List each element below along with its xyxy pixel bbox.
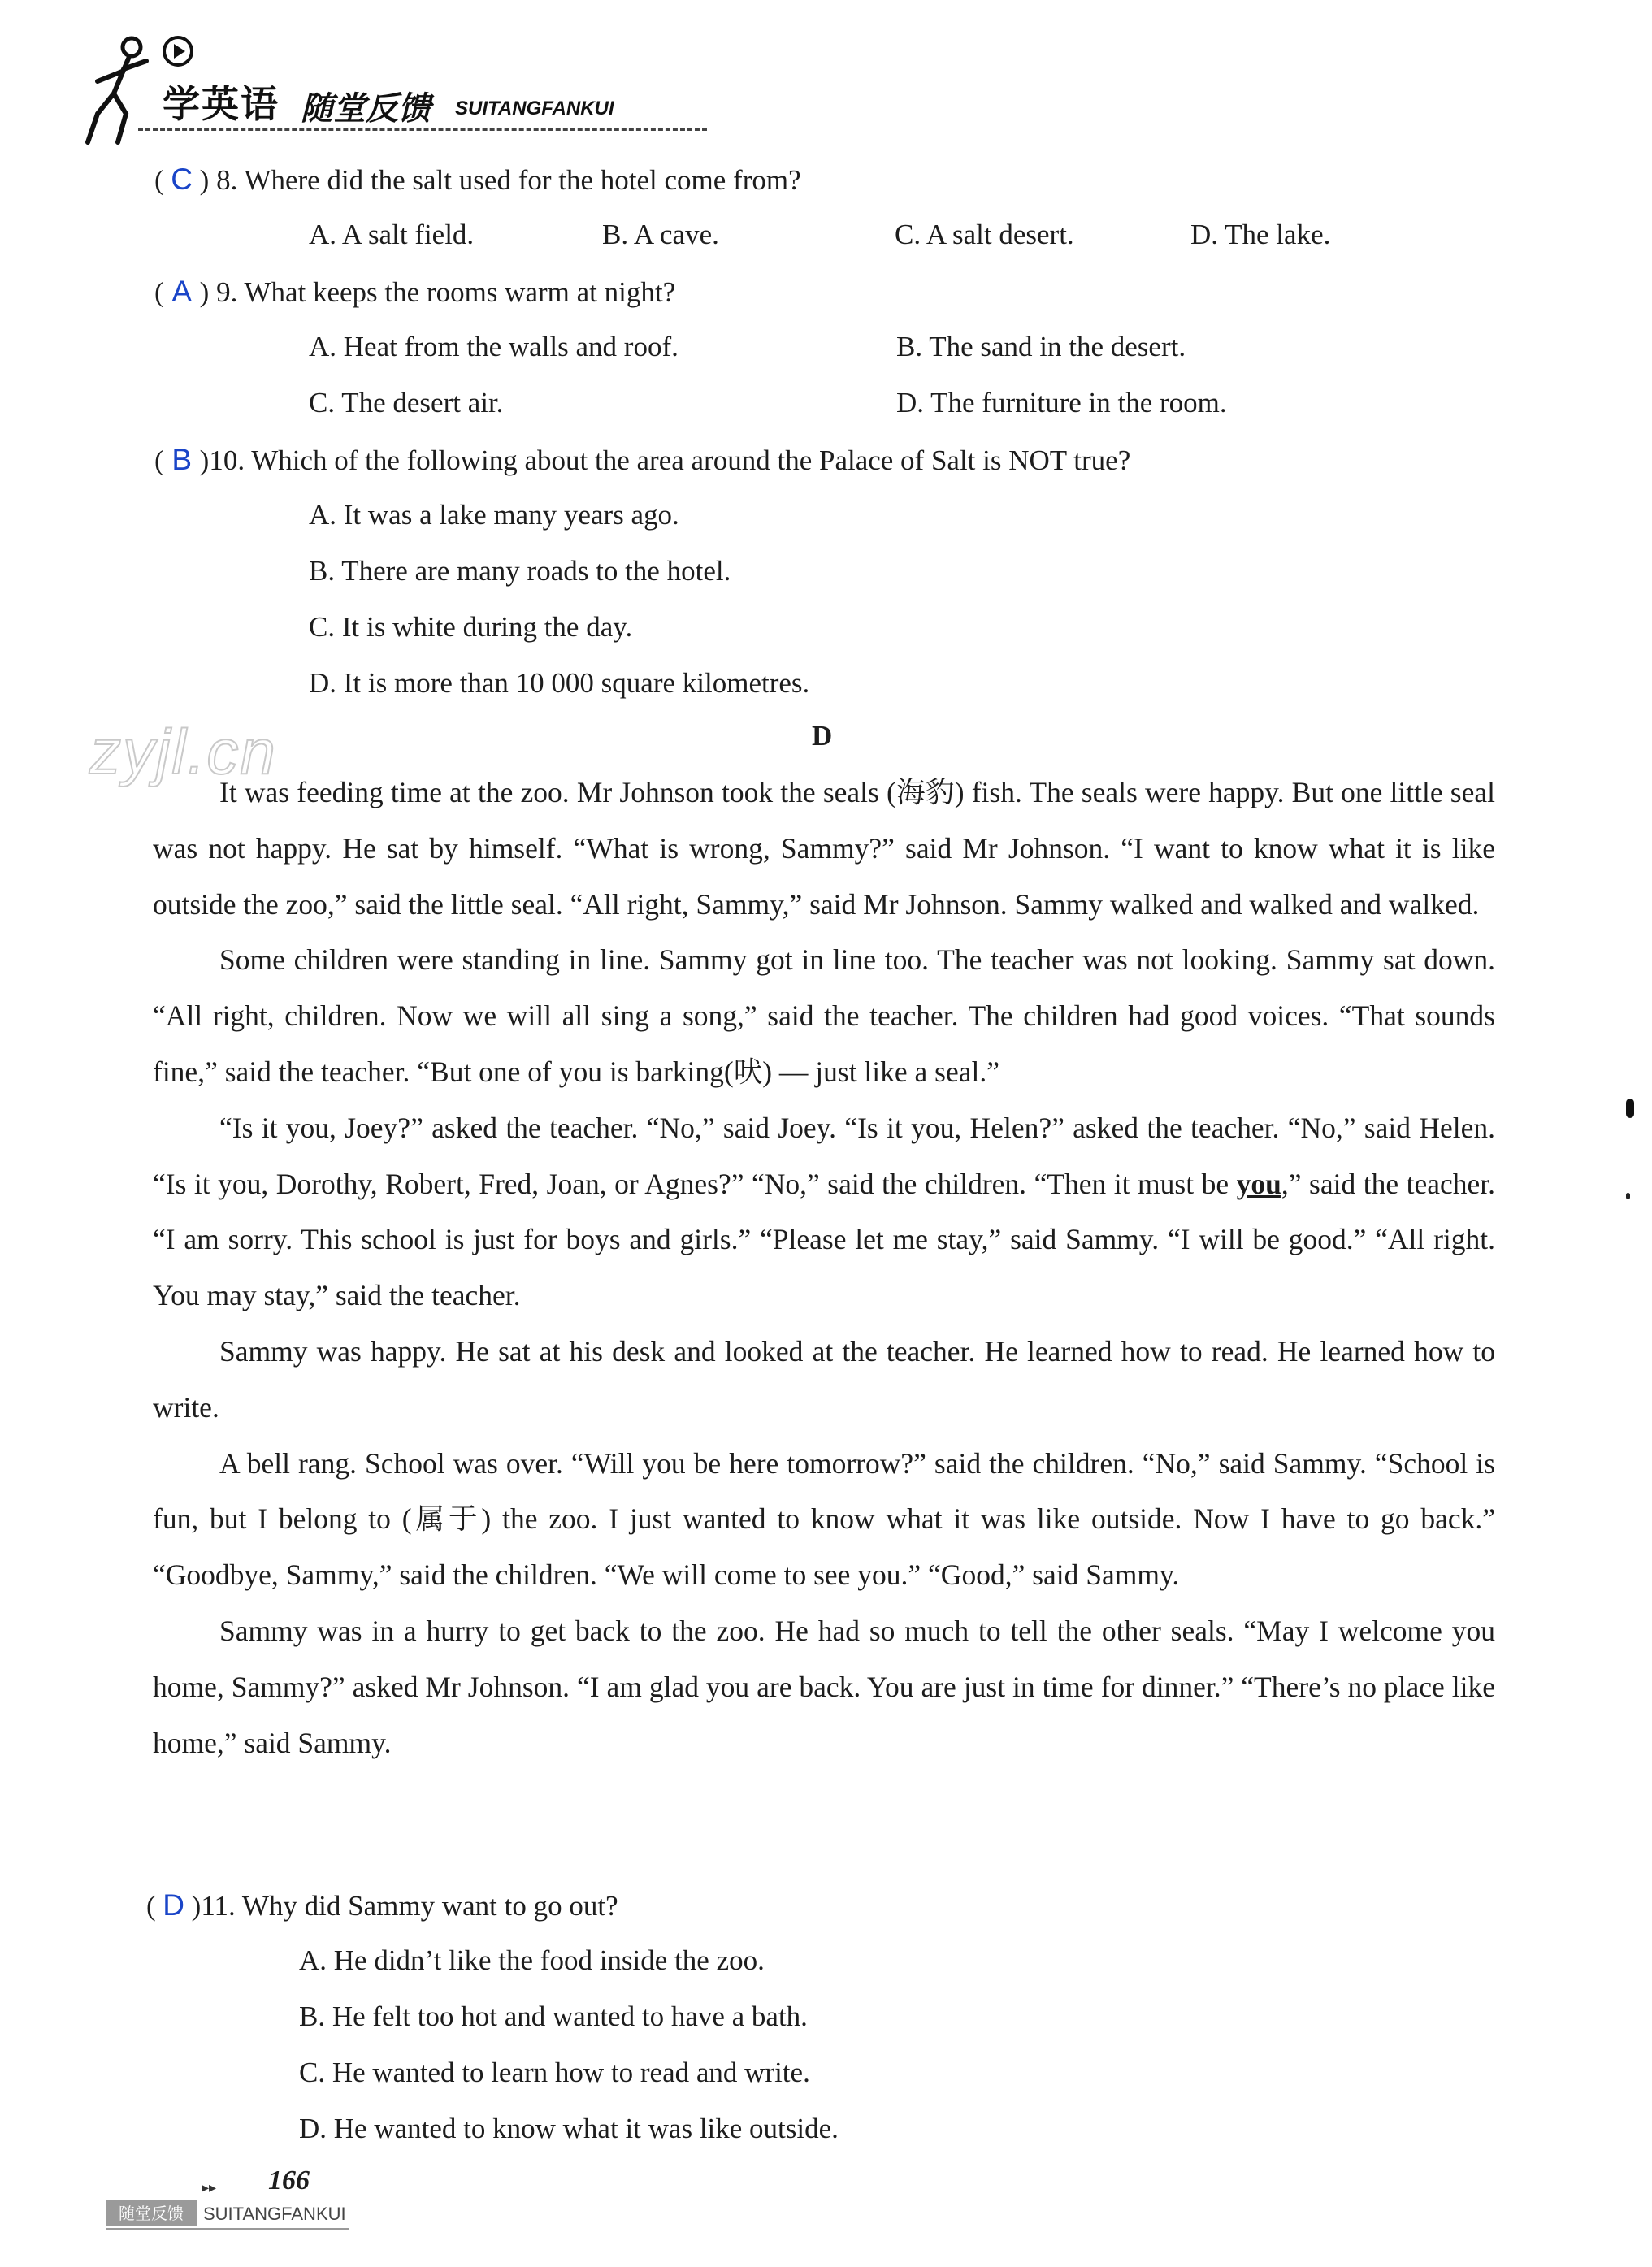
answer-8: C bbox=[171, 163, 193, 196]
question-text: Where did the salt used for the hotel come from? bbox=[244, 164, 801, 196]
question-8: ( C ) 8. Where did the salt used for the hotel come from? bbox=[154, 163, 801, 196]
question-number: 11. bbox=[201, 1890, 236, 1922]
passage-paragraph-2: Some children were standing in line. Sammy got in line too. The teacher was not looking. Sammy sat down. “All right, children. Now we will all sing a song,” said the teacher. The children had good voices. “That sounds fine,” said the teacher. “But one of you is barking(吠) — just like a seal.” bbox=[153, 943, 1495, 1088]
passage bbox=[153, 765, 1495, 1771]
paragraph-3-text-b: ,” said the teacher. “I am sorry. This school is just for boys and girls.” “Please let me stay,” said Sammy. “I will be good.” “All right. You may stay,” said the teacher. bbox=[153, 1167, 1495, 1312]
question-number: 9. bbox=[216, 276, 238, 308]
answer-11: D bbox=[163, 1888, 185, 1922]
margin-mark bbox=[1626, 1099, 1634, 1118]
passage-paragraph-6: Sammy was in a hurry to get back to the zoo. He had so much to tell the other seals. “May I welcome you home, Sammy?” asked Mr Johnson. “I am glad you are back. You are just in time for dinner.” “There’s no place like home,” said Sammy. bbox=[153, 1614, 1495, 1759]
passage-paragraph-5: A bell rang. School was over. “Will you be here tomorrow?” said the children. “No,” said Sammy. “School is fun, but I belong to (属于) the zoo. I just wanted to know what it was like outside. Now I have to go back.” “Goodbye, Sammy,” said the children. “We will come to see you.” “Good,” said Sammy. bbox=[153, 1446, 1495, 1592]
header-dashed-rule bbox=[138, 128, 707, 131]
footer-rule bbox=[106, 2228, 349, 2230]
question-10: ( B )10. Which of the following about the area around the Palace of Salt is NOT true? bbox=[154, 443, 1131, 476]
question-11: ( D )11. Why did Sammy want to go out? bbox=[146, 1888, 618, 1922]
question-text: Which of the following about the area around the Palace of Salt is NOT true? bbox=[251, 444, 1131, 476]
option-9a: A. Heat from the walls and roof. bbox=[309, 331, 679, 362]
option-11c: C. He wanted to learn how to read and write. bbox=[299, 2057, 810, 2088]
logo-english-subtitle: SUITANGFANKUI bbox=[455, 98, 614, 119]
option-10c: C. It is white during the day. bbox=[309, 611, 633, 643]
option-8a: A. A salt field. bbox=[309, 219, 475, 250]
option-9b: B. The sand in the desert. bbox=[896, 331, 1186, 362]
passage-paragraph-4: Sammy was happy. He sat at his desk and looked at the teacher. He learned how to read. He learned how to write. bbox=[153, 1334, 1495, 1424]
footer-badge: 随堂反馈 bbox=[106, 2200, 197, 2226]
logo-chinese-title: 学英语 bbox=[163, 82, 280, 126]
footer-arrows-icon: ▸▸ bbox=[202, 2179, 217, 2195]
question-text: Why did Sammy want to go out? bbox=[241, 1890, 618, 1922]
logo-chinese-subtitle: 随堂反馈 bbox=[301, 90, 431, 128]
option-11a: A. He didn’t like the food inside the zoo. bbox=[299, 1944, 765, 1976]
underlined-word: you bbox=[1236, 1167, 1281, 1200]
option-10b: B. There are many roads to the hotel. bbox=[309, 555, 731, 587]
option-8c: C. A salt desert. bbox=[895, 219, 1074, 250]
question-text: What keeps the rooms warm at night? bbox=[244, 276, 676, 308]
passage-paragraph-3 bbox=[153, 1100, 1495, 1324]
play-circle-icon bbox=[163, 36, 193, 67]
footer-english: SUITANGFANKUI bbox=[203, 2204, 346, 2224]
option-10d: D. It is more than 10 000 square kilometres. bbox=[309, 667, 810, 699]
option-8b: B. A cave. bbox=[602, 219, 719, 250]
question-number: 10. bbox=[209, 444, 245, 476]
option-9d: D. The furniture in the room. bbox=[896, 387, 1227, 418]
page-number: 166 bbox=[268, 2165, 310, 2195]
passage-paragraph-1: It was feeding time at the zoo. Mr Johnson took the seals (海豹) fish. The seals were happy. But one little seal was not happy. He sat by himself. “What is wrong, Sammy?” said Mr Johnson. “I want to know what it is like outside the zoo,” said the little seal. “All right, Sammy,” said Mr Johnson. Sammy walked and walked and walked. bbox=[153, 776, 1495, 921]
book-header bbox=[81, 24, 666, 146]
option-8d: D. The lake. bbox=[1190, 219, 1331, 250]
paragraph-3-text-a: “Is it you, Joey?” asked the teacher. “No,” said Joey. “Is it you, Helen?” asked the teacher. “No,” said Helen. “Is it you, Dorothy, Robert, Fred, Joan, or Agnes?” “No,” said the children. “Then it must be bbox=[153, 1111, 1495, 1200]
margin-mark bbox=[1626, 1193, 1630, 1199]
section-heading: D bbox=[812, 720, 833, 752]
option-10a: A. It was a lake many years ago. bbox=[309, 499, 679, 531]
watermark: zyjl.cn bbox=[89, 716, 277, 787]
option-11b: B. He felt too hot and wanted to have a bath. bbox=[299, 2000, 808, 2032]
option-9c: C. The desert air. bbox=[309, 387, 504, 418]
answer-10: B bbox=[171, 443, 192, 476]
answer-9: A bbox=[171, 275, 192, 308]
question-9: ( A ) 9. What keeps the rooms warm at night? bbox=[154, 275, 676, 308]
question-number: 8. bbox=[216, 164, 238, 196]
option-11d: D. He wanted to know what it was like outside. bbox=[299, 2113, 839, 2144]
